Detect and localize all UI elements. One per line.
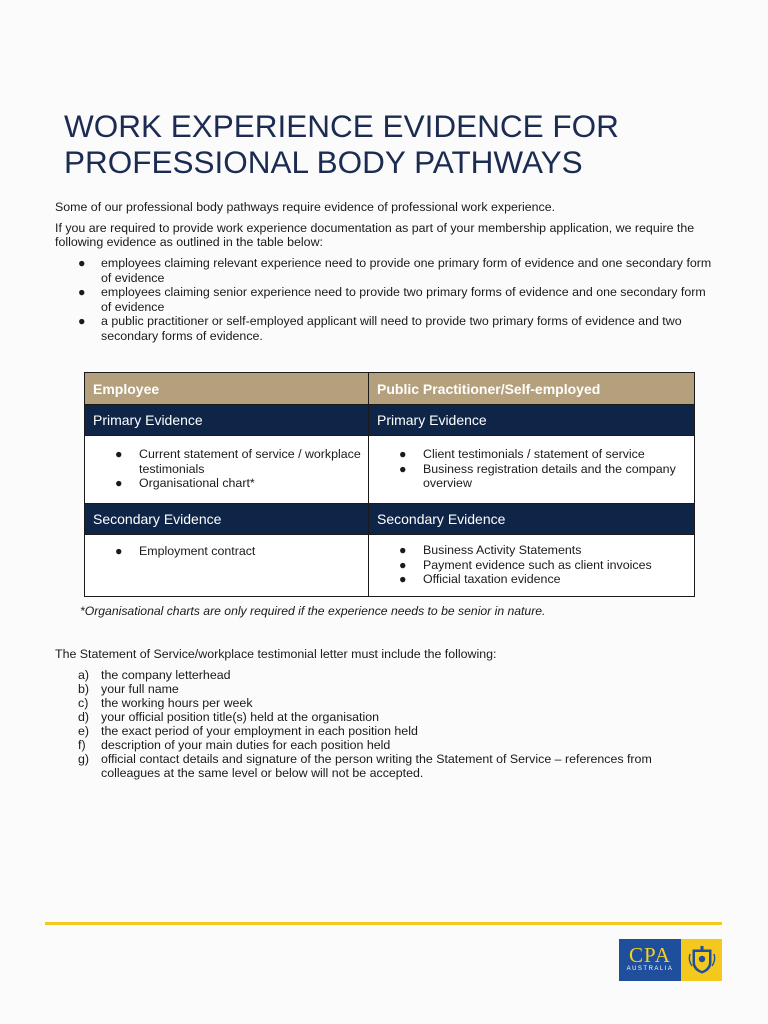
bullet-icon: ●	[115, 476, 123, 491]
list-item: e) the exact period of your employment in each position held	[78, 724, 418, 738]
bullet-icon: ●	[399, 447, 407, 461]
list-item: a) the company letterhead	[78, 668, 231, 682]
logo-country: AUSTRALIA	[626, 966, 674, 972]
employee-primary-cell	[85, 436, 369, 504]
secondary-evidence-label: Secondary Evidence	[85, 504, 369, 535]
bullet-icon: ●	[115, 447, 123, 461]
intro-paragraph-2: If you are required to provide work experience documentation as part of your membership application, we require the following evidence as outlined in the table below:	[55, 221, 695, 249]
statement-intro: The Statement of Service/workplace testimonial letter must include the following:	[55, 647, 497, 661]
page-title	[64, 108, 744, 180]
list-item: ● Business Activity Statements	[399, 543, 582, 557]
evidence-table	[84, 372, 695, 597]
bullet-item: ● employees claiming relevant experience need to provide one primary form of evidence and one secondary form of evidence	[78, 256, 712, 285]
bullet-item: ● employees claiming senior experience need to provide two primary forms of evidence and one secondary form of evidence	[78, 285, 706, 314]
intro-paragraph-1: Some of our professional body pathways require evidence of professional work experience.	[55, 200, 556, 214]
employee-secondary-cell	[85, 535, 369, 597]
list-item: ● Organisational chart*	[115, 476, 255, 491]
bullet-icon: ●	[115, 544, 123, 558]
column-header-employee: Employee	[85, 373, 369, 405]
requirement-bullets	[78, 256, 718, 344]
secondary-evidence-label: Secondary Evidence	[369, 504, 695, 535]
footer-divider	[45, 922, 722, 925]
footnote: *Organisational charts are only required if the experience needs to be senior in nature.	[80, 604, 546, 618]
cpa-australia-logo	[619, 939, 722, 981]
list-item: ● Payment evidence such as client invoices	[399, 557, 652, 572]
title-line-1: WORK EXPERIENCE EVIDENCE FOR	[64, 108, 619, 144]
crest-icon	[681, 939, 722, 981]
bullet-icon: ●	[78, 314, 86, 329]
list-item: c) the working hours per week	[78, 696, 253, 710]
bullet-icon: ●	[399, 572, 407, 587]
primary-evidence-label: Primary Evidence	[369, 405, 695, 436]
logo-wordmark: CPA	[629, 943, 671, 967]
list-item: ● Business registration details and the company overview	[399, 461, 676, 491]
list-item: f) description of your main duties for each position held	[78, 738, 391, 752]
statement-requirements-list	[78, 668, 708, 780]
column-header-practitioner: Public Practitioner/Self-employed	[369, 373, 695, 405]
list-item: g) official contact details and signature of the person writing the Statement of Service – references from colleagues at the same level or below will not be accepted.	[78, 752, 652, 780]
practitioner-secondary-cell	[369, 535, 695, 597]
bullet-icon: ●	[399, 557, 407, 572]
primary-evidence-label: Primary Evidence	[85, 405, 369, 436]
bullet-icon: ●	[399, 461, 407, 476]
bullet-icon: ●	[399, 543, 407, 557]
title-line-2: PROFESSIONAL BODY PATHWAYS	[64, 144, 583, 180]
list-item: ● Client testimonials / statement of service	[399, 447, 645, 461]
bullet-icon: ●	[78, 285, 86, 300]
practitioner-primary-cell	[369, 436, 695, 504]
list-item: ● Employment contract	[115, 544, 256, 558]
bullet-icon: ●	[78, 256, 86, 270]
list-item: d) your official position title(s) held at the organisation	[78, 710, 380, 724]
list-item: ● Official taxation evidence	[399, 572, 561, 587]
list-item: b) your full name	[78, 682, 179, 696]
bullet-item: ● a public practitioner or self-employed applicant will need to provide two primary forms of evidence and two secondary forms of evidence.	[78, 314, 682, 343]
list-item: ● Current statement of service / workplace testimonials	[115, 447, 361, 476]
